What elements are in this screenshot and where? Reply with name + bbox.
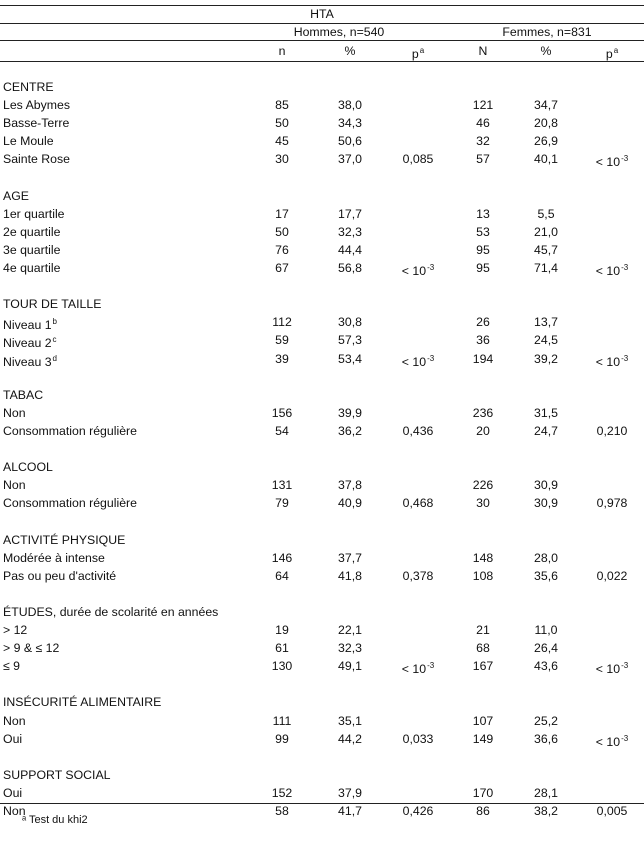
cell-N: 46 xyxy=(476,116,490,131)
cell-pct: 37,9 xyxy=(338,785,362,800)
cell-pct2: 26,9 xyxy=(534,134,558,149)
section-title: SUPPORT SOCIAL xyxy=(3,767,111,782)
cell-pct2: 30,9 xyxy=(534,496,558,511)
row-label: Non xyxy=(3,713,26,728)
row-label: Basse-Terre xyxy=(3,116,70,131)
section-title: ALCOOL xyxy=(3,460,53,475)
cell-N: 13 xyxy=(476,206,490,221)
cell-p2: 0,210 xyxy=(596,423,628,438)
cell-N: 57 xyxy=(476,152,490,167)
cell-pct: 37,7 xyxy=(338,550,362,565)
cell-pct2: 31,5 xyxy=(534,405,558,420)
cell-n: 59 xyxy=(275,333,289,348)
cell-pct: 56,8 xyxy=(338,261,362,275)
cell-p2: < $10^{-3}$ xyxy=(595,733,629,749)
cell-pct2: 38,2 xyxy=(534,804,558,818)
cell-N: 53 xyxy=(476,224,490,239)
cell-n: 76 xyxy=(275,242,289,257)
cell-p2: < $10^{-3}$ xyxy=(595,263,629,278)
cell-p: 0,033 xyxy=(402,731,434,746)
cell-pct: 30,8 xyxy=(338,315,362,330)
cell-N: 148 xyxy=(472,550,494,565)
cell-N: 20 xyxy=(476,423,490,438)
cell-n: 19 xyxy=(275,623,289,637)
col-header-pct2: % xyxy=(540,44,552,58)
cell-n: 67 xyxy=(275,261,289,275)
row-label: Consommation régulière xyxy=(3,423,137,438)
cell-n: 17 xyxy=(275,206,289,221)
header-rule xyxy=(0,61,644,62)
cell-n: 39 xyxy=(275,351,289,366)
cell-pct2: 20,8 xyxy=(534,116,558,131)
row-label: Niveau 3$^d$ xyxy=(3,353,57,369)
row-label: Oui xyxy=(3,785,23,800)
row-label: 2e quartile xyxy=(3,224,61,239)
cell-pct2: 30,9 xyxy=(534,478,558,493)
cell-pct2: 71,4 xyxy=(534,261,558,275)
cell-pct2: 5,5 xyxy=(537,206,555,221)
row-label: Non xyxy=(3,478,26,493)
cell-pct: 39,9 xyxy=(338,405,362,420)
footnote: ᵃ Test du khi2 xyxy=(22,814,88,826)
cell-N: 30 xyxy=(476,496,490,511)
cell-n: 156 xyxy=(271,405,293,420)
cell-p: 0,085 xyxy=(402,152,434,167)
cell-pct2: 39,2 xyxy=(534,351,558,366)
cell-pct2: 35,6 xyxy=(534,568,558,583)
row-label: Pas ou peu d'activité xyxy=(3,568,117,583)
section-title: ACTIVITÉ PHYSIQUE xyxy=(3,532,126,547)
cell-N: 194 xyxy=(472,351,494,366)
cell-n: 30 xyxy=(275,152,289,167)
cell-p: 0,378 xyxy=(402,568,434,583)
cell-N: 26 xyxy=(476,315,490,330)
cell-pct: 41,7 xyxy=(338,804,362,818)
col-header-p2: $p^a$ xyxy=(605,46,619,61)
cell-pct: 22,1 xyxy=(338,623,362,637)
section-title: ÉTUDES, durée de scolarité en années xyxy=(3,604,219,619)
cell-p: 0,426 xyxy=(402,804,434,818)
cell-N: 95 xyxy=(476,242,490,257)
row-label: Modérée à intense xyxy=(3,550,105,565)
cell-pct2: 11,0 xyxy=(534,623,558,637)
bottom-rule xyxy=(0,803,644,804)
row-label: Les Abymes xyxy=(3,98,70,113)
cell-p: 0,436 xyxy=(402,423,434,438)
cell-N: 86 xyxy=(476,804,490,818)
cell-pct: 36,2 xyxy=(338,423,362,438)
cell-n: 45 xyxy=(275,134,289,149)
cell-n: 79 xyxy=(275,496,289,511)
col-header-N: N xyxy=(478,44,488,58)
cell-p2: 0,978 xyxy=(596,496,628,511)
group-women: Femmes, n=831 xyxy=(502,25,592,39)
cell-N: 68 xyxy=(476,641,490,656)
header-title: HTA xyxy=(310,7,334,21)
cell-pct2: 40,1 xyxy=(534,152,558,167)
cell-n: 61 xyxy=(275,641,289,656)
row-label: Non xyxy=(3,405,26,420)
cell-n: 85 xyxy=(275,98,289,113)
cell-pct: 50,6 xyxy=(338,134,362,149)
section-title: TOUR DE TAILLE xyxy=(3,297,102,312)
cell-N: 149 xyxy=(472,731,494,746)
title-rule xyxy=(0,23,644,24)
cell-n: 58 xyxy=(275,804,289,818)
cell-pct: 53,4 xyxy=(338,351,362,366)
cell-pct2: 24,7 xyxy=(534,423,558,438)
cell-n: 50 xyxy=(275,116,289,131)
cell-N: 226 xyxy=(472,478,494,493)
cell-pct: 44,4 xyxy=(338,242,362,257)
cell-N: 236 xyxy=(472,405,494,420)
row-label: Niveau 1$^b$ xyxy=(3,317,57,333)
cell-p: < $10^{-3}$ xyxy=(401,263,435,278)
cell-N: 95 xyxy=(476,261,490,275)
cell-pct2: 43,6 xyxy=(534,659,558,674)
cell-pct: 38,0 xyxy=(338,98,362,113)
cell-pct2: 28,1 xyxy=(534,785,558,800)
cell-p2: 0,005 xyxy=(596,804,628,818)
section-title: AGE xyxy=(3,188,29,203)
row-label: > 12 xyxy=(3,623,28,637)
row-label: Sainte Rose xyxy=(3,152,70,167)
cell-n: 50 xyxy=(275,224,289,239)
cell-N: 32 xyxy=(476,134,490,149)
cell-n: 64 xyxy=(275,568,289,583)
cell-n: 99 xyxy=(275,731,289,746)
row-label: 4e quartile xyxy=(3,261,61,275)
cell-pct2: 45,7 xyxy=(534,242,558,257)
col-header-pct: % xyxy=(344,44,356,58)
cell-pct2: 24,5 xyxy=(534,333,558,348)
group-rule xyxy=(0,40,644,41)
top-rule xyxy=(0,5,644,6)
cell-pct: 57,3 xyxy=(338,333,362,348)
cell-pct2: 36,6 xyxy=(534,731,558,746)
cell-p2: 0,022 xyxy=(596,568,628,583)
row-label: ≤ 9 xyxy=(3,659,21,674)
cell-N: 21 xyxy=(476,623,490,637)
cell-p2: < $10^{-3}$ xyxy=(595,154,629,170)
cell-n: 152 xyxy=(271,785,293,800)
cell-pct2: 13,7 xyxy=(534,315,558,330)
cell-n: 54 xyxy=(275,423,289,438)
row-label: Niveau 2$^c$ xyxy=(3,335,57,351)
group-men: Hommes, n=540 xyxy=(293,25,385,39)
cell-pct2: 25,2 xyxy=(534,713,558,728)
cell-n: 146 xyxy=(271,550,293,565)
section-title: TABAC xyxy=(3,387,44,402)
cell-N: 36 xyxy=(476,333,490,348)
row-label: 1er quartile xyxy=(3,206,65,221)
cell-pct2: 26,4 xyxy=(534,641,558,656)
section-title: INSÉCURITÉ ALIMENTAIRE xyxy=(3,695,162,710)
cell-N: 107 xyxy=(472,713,494,728)
cell-n: 130 xyxy=(271,659,293,674)
row-label: Non xyxy=(3,804,26,818)
cell-pct: 44,2 xyxy=(338,731,362,746)
cell-pct: 32,3 xyxy=(338,641,362,656)
cell-p: < $10^{-3}$ xyxy=(401,353,435,369)
cell-pct: 37,8 xyxy=(338,478,362,493)
col-header-n: n xyxy=(278,44,286,58)
col-header-p: $p^a$ xyxy=(411,46,425,61)
cell-p: < $10^{-3}$ xyxy=(401,661,435,677)
cell-n: 111 xyxy=(272,713,292,728)
cell-pct: 41,8 xyxy=(338,568,362,583)
cell-pct: 17,7 xyxy=(338,206,362,221)
cell-pct: 37,0 xyxy=(338,152,362,167)
cell-pct2: 34,7 xyxy=(534,98,558,113)
cell-p2: < $10^{-3}$ xyxy=(595,661,629,677)
cell-p2: < $10^{-3}$ xyxy=(595,353,629,369)
cell-pct: 35,1 xyxy=(338,713,362,728)
cell-pct: 49,1 xyxy=(338,659,362,674)
cell-N: 167 xyxy=(472,659,494,674)
cell-pct: 40,9 xyxy=(338,496,362,511)
cell-N: 170 xyxy=(472,785,494,800)
row-label: > 9 & ≤ 12 xyxy=(3,641,60,656)
row-label: Consommation régulière xyxy=(3,496,137,511)
row-label: Oui xyxy=(3,731,23,746)
row-label: 3e quartile xyxy=(3,242,61,257)
cell-N: 121 xyxy=(472,98,494,113)
cell-p: 0,468 xyxy=(402,496,434,511)
cell-pct2: 21,0 xyxy=(534,224,558,239)
section-title: CENTRE xyxy=(3,80,54,94)
row-label: Le Moule xyxy=(3,134,54,149)
cell-n: 112 xyxy=(272,315,292,330)
cell-pct2: 28,0 xyxy=(534,550,558,565)
cell-n: 131 xyxy=(271,478,293,493)
cell-pct: 32,3 xyxy=(338,224,362,239)
cell-pct: 34,3 xyxy=(338,116,362,131)
cell-N: 108 xyxy=(472,568,494,583)
